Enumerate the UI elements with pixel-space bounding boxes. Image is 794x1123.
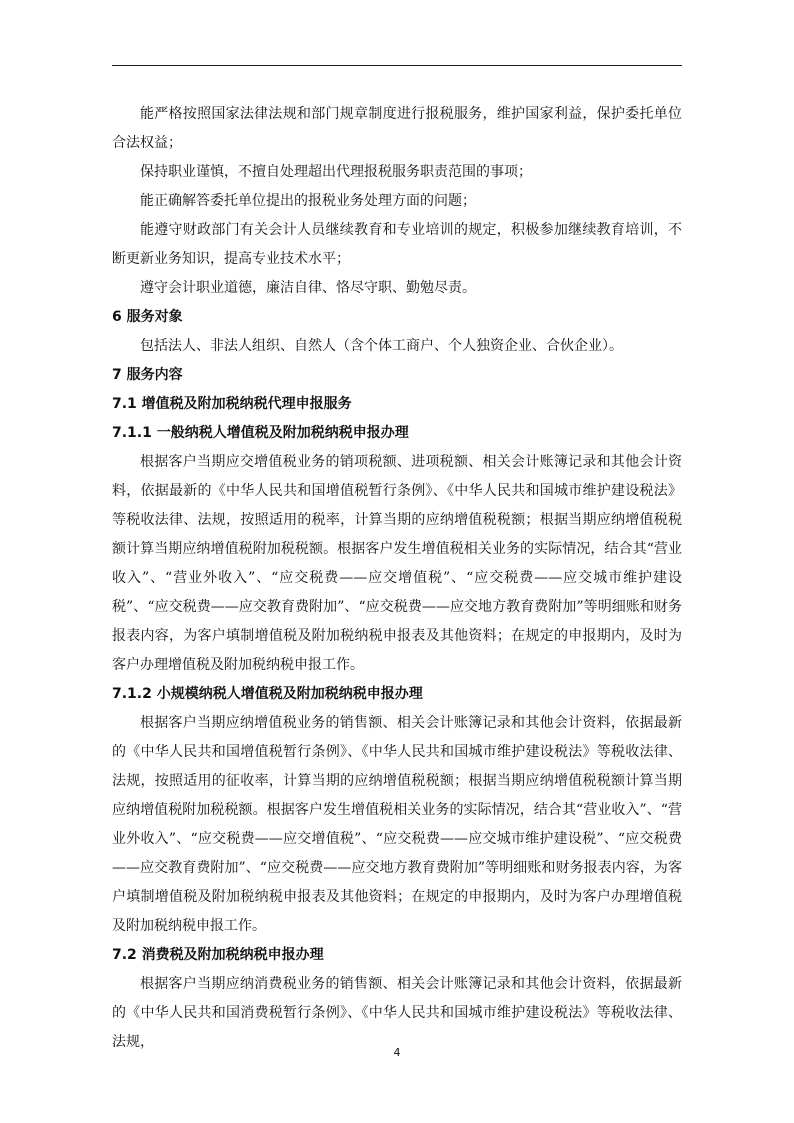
paragraph: 遵守会计职业道德，廉洁自律、恪尽守职、勤勉尽责。 [140, 280, 476, 296]
paragraph: 保持职业谨慎，不擅自处理超出代理报税服务职责范围的事项； [140, 164, 532, 180]
section-heading: 6 服务对象 [112, 309, 183, 325]
subsection-heading: 7.1 增值税及附加税纳税代理申报服务 [112, 396, 352, 412]
paragraph: 根据客户当期应纳消费税业务的销售额、相关会计账簿记录和其他会计资料，依据最新的《中华人民共和国消费税暂行条例》、《中华人民共和国城市维护建设税法》等税收法律、法规， [112, 976, 682, 1050]
paragraph: 根据客户当期应纳增值税业务的销售额、相关会计账簿记录和其他会计资料，依据最新的《中华人民共和国增值税暂行条例》、《中华人民共和国城市维护建设税法》等税收法律、法规，按照适用的征收率，计算当期的应纳增值税税额；根据当期应纳增值税税额计算当期应纳增值税附加税税额。根据客户发生增值税相关业务的实际情况，结合其“营业收入”、“营业外收入”、“应交税费——应交增值税”、“应交税费——应交城市维护建设税”、“应交税费——应交教育费附加”、“应交税费——应交地方教育费附加”等明细账和财务报表内容，为客户填制增值税及附加税纳税申报表及其他资料；在规定的申报期内，及时为客户办理增值税及附加税纳税申报工作。 [112, 715, 682, 934]
paragraph: 能严格按照国家法律法规和部门规章制度进行报税服务，维护国家利益，保护委托单位合法权益； [112, 106, 682, 151]
paragraph: 包括法人、非法人组织、自然人（含个体工商户、个人独资企业、合伙企业）。 [140, 338, 623, 354]
section-heading: 7 服务内容 [112, 367, 183, 383]
subsection-heading: 7.1.1 一般纳税人增值税及附加税纳税申报办理 [112, 425, 409, 441]
subsection-heading: 7.1.2 小规模纳税人增值税及附加税纳税申报办理 [112, 686, 423, 702]
subsection-heading: 7.2 消费税及附加税纳税申报办理 [112, 947, 324, 963]
paragraph: 能遵守财政部门有关会计人员继续教育和专业培训的规定，积极参加继续教育培训，不断更新业务知识，提高专业技术水平； [112, 222, 682, 267]
paragraph: 能正确解答委托单位提出的报税业务处理方面的问题； [140, 193, 476, 209]
header-rule [112, 65, 682, 66]
document-body [112, 100, 682, 1057]
paragraph: 根据客户当期应交增值税业务的销项税额、进项税额、相关会计账簿记录和其他会计资料，依据最新的《中华人民共和国增值税暂行条例》、《中华人民共和国城市维护建设税法》等税收法律、法规，按照适用的税率，计算当期的应纳增值税税额；根据当期应纳增值税税额计算当期应纳增值税附加税税额。根据客户发生增值税相关业务的实际情况，结合其“营业收入”、“营业外收入”、“应交税费——应交增值税”、“应交税费——应交城市维护建设税”、“应交税费——应交教育费附加”、“应交税费——应交地方教育费附加”等明细账和财务报表内容，为客户填制增值税及附加税纳税申报表及其他资料；在规定的申报期内，及时为客户办理增值税及附加税纳税申报工作。 [112, 454, 682, 673]
page-number: 4 [393, 1046, 401, 1059]
